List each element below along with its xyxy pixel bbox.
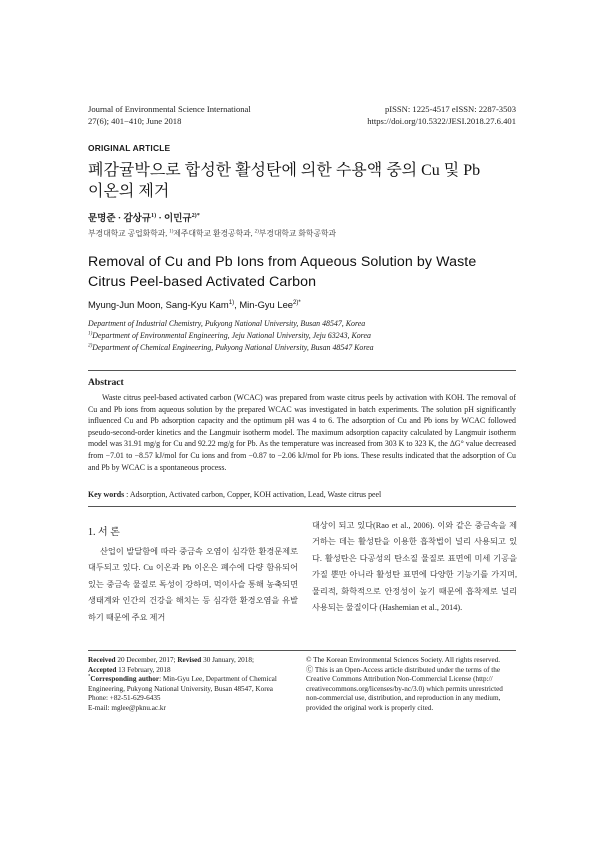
copyright: © The Korean Environmental Sciences Society. All rights reserved. (306, 656, 501, 664)
keywords-label: Key words (88, 490, 125, 499)
abstract-bottom-rule (88, 506, 516, 507)
abstract-top-rule (88, 370, 516, 371)
authors-english (88, 299, 301, 310)
footnote-rule (88, 650, 516, 651)
author-1-ko: 문명준 (88, 214, 116, 224)
affiliation-en-3 (88, 342, 528, 354)
accepted-date: 13 February, 2018 (116, 665, 171, 674)
doi-link[interactable]: https://doi.org/10.5322/JESI.2018.27.6.401 (367, 115, 516, 126)
abstract-text: Waste citrus peel-based activated carbon (WCAC) was prepared from waste citrus peels by activation with KOH. The removal of Cu and Pb ions from aqueous solution by the prepared WCAC was investigated in batch experiments. The solution pH significantly influenced Cu and Pb adsorption capacity and the optimum pH was 4 to 6. The adsorption of Cu and Pb ions by WCAC followed pseudo-second-order kinetics and the Langmuir isotherm model. The maximum adsorption capacity calculated by Langmuir isotherm model was 31.91 mg/g for Cu and 92.22 mg/g for Pb. As the temperature was increased from 303 K to 323 K, the ΔG° value decreased from −7.01 to −8.57 kJ/mol for Cu ions and from −0.87 to −2.06 kJ/mol for Pb ions. These results indicated that the adsorption of Cu and Pb by WCAC is a spontaneous process. (88, 393, 516, 472)
accepted-label: Accepted (88, 665, 117, 674)
footnotes-left (88, 656, 292, 714)
issn: pISSN: 1225-4517 eISSN: 2287-3503 (384, 104, 516, 114)
issn-doi-block (300, 104, 516, 127)
author-separator: · (115, 214, 124, 224)
affiliations-korean (88, 228, 336, 239)
affiliation-mark: 1) (228, 298, 235, 306)
section-1-paragraph-right: 대상이 되고 있다(Rao et al., 2006). 이와 같은 중금속을 제거하는 데는 활성탄을 이용한 흡착법이 널리 사용되고 있다. 활성탄은 다공성의 탄소질 물질로 표면에 미세 기공을 가질 뿐만 아니라 활성탄 표면에 다양한 기능기를 가지며, 물리적, 화학적으로 안정성이 높기 때문에 흡착제로 널리 사용되는 물질이다 (Hashemian et al., 2014). (312, 521, 517, 613)
keywords-list: : Adsorption, Activated carbon, Copper, KOH activation, Lead, Waste citrus peel (124, 490, 382, 499)
author-3-affiliation-mark: 2)* (191, 212, 200, 219)
affiliation-ko-3: 부경대학교 화학공학과 (258, 229, 337, 238)
affiliation-mark: 2) (88, 342, 93, 349)
author-separator: · (156, 214, 165, 224)
received-date: 20 December, 2017; (115, 656, 178, 664)
affiliation-ko-1: 부경대학교 공업화학과, (88, 229, 170, 238)
affiliation-en-3-text: Department of Chemical Engineering, Pukyong National University, Busan 48547 Korea (92, 343, 374, 352)
title-korean-line-1: 폐감귤박으로 합성한 활성탄에 의한 수용액 중의 Cu 및 Pb (88, 162, 481, 179)
corresponding-label: Corresponding author (90, 675, 160, 684)
author-3-ko: 이민규 (164, 214, 192, 224)
abstract-heading: Abstract (88, 377, 124, 388)
keywords (88, 490, 516, 499)
article-type: ORIGINAL ARTICLE (88, 143, 171, 153)
title-english-line-1: Removal of Cu and Pb Ions from Aqueous Solution by Waste (88, 254, 477, 270)
phone: Phone: +82-51-629-6435 (88, 694, 161, 703)
affiliation-en-2-text: Department of Environmental Engineering, Jeju National University, Jeju 63243, Korea (92, 331, 371, 340)
corresponding-text: : Min-Gyu Lee, Department of Chemical Engineering, Pukyong National University, Busan 48547, Korea (88, 675, 277, 693)
author-2-affiliation-mark: 1) (150, 212, 157, 219)
section-1-heading: 1. 서 론 (88, 527, 120, 538)
affiliation-mark: 2)* (293, 298, 301, 306)
footnotes-right (306, 656, 517, 714)
title-korean (88, 160, 518, 202)
title-korean-line-2: 이온의 제거 (88, 183, 170, 200)
affiliation-en-2 (88, 330, 528, 342)
title-english-line-2: Citrus Peel-based Activated Carbon (88, 273, 317, 290)
affiliation-mark: 1) (88, 330, 93, 337)
received-label: Received (88, 656, 116, 664)
title-english (88, 253, 528, 292)
authors-en-part-2: , Min-Gyu Lee (234, 299, 294, 310)
authors-korean (88, 210, 200, 224)
accepted-line (88, 666, 292, 676)
corresponding-author (88, 675, 292, 694)
volume-info: 27(6); 401−410; June 2018 (88, 115, 182, 126)
journal-name: Journal of Environmental Science International (88, 104, 251, 114)
author-2-ko: 감상규 (123, 214, 151, 224)
corresponding-mark: * (88, 674, 91, 680)
authors-en-part-1: Myung-Jun Moon, Sang-Kyu Kam (88, 299, 229, 310)
revised-label: Revised (177, 656, 202, 664)
affiliation-mark: 1) (169, 228, 174, 235)
affiliations-english (88, 318, 528, 354)
received-line (88, 656, 292, 666)
affiliation-mark: 2) (254, 228, 259, 235)
affiliation-ko-2: 제주대학교 환경공학과, (173, 229, 255, 238)
email-link[interactable]: E-mail: mglee@pknu.ac.kr (88, 703, 166, 712)
section-1-paragraph-left: 산업이 발달함에 따라 중금속 오염이 심각한 환경문제로 대두되고 있다. Cu 이온과 Pb 이온은 폐수에 다량 함유되어 있는 중금속 물질로 독성이 강하며, 먹이사슬 통해 농축되면 생태계와 인간의 건강을 해치는 등 심각한 환경오염을 유발하기 때문에 주요 제거 (88, 547, 298, 622)
revised-date: 30 January, 2018; (201, 656, 254, 664)
license-text: Ⓒ This is an Open-Access article distributed under the terms of the Creative Commons Attribution Non-Commercial License (http:// creativecommons.org/licenses/by-nc/3.0) which permits unrestricted non-commercial use, distribution, and reproduction in any medium, provided the original work is properly cited. (306, 665, 503, 712)
affiliation-en-1: Department of Industrial Chemistry, Pukyong National University, Busan 48547, Korea (88, 319, 366, 328)
